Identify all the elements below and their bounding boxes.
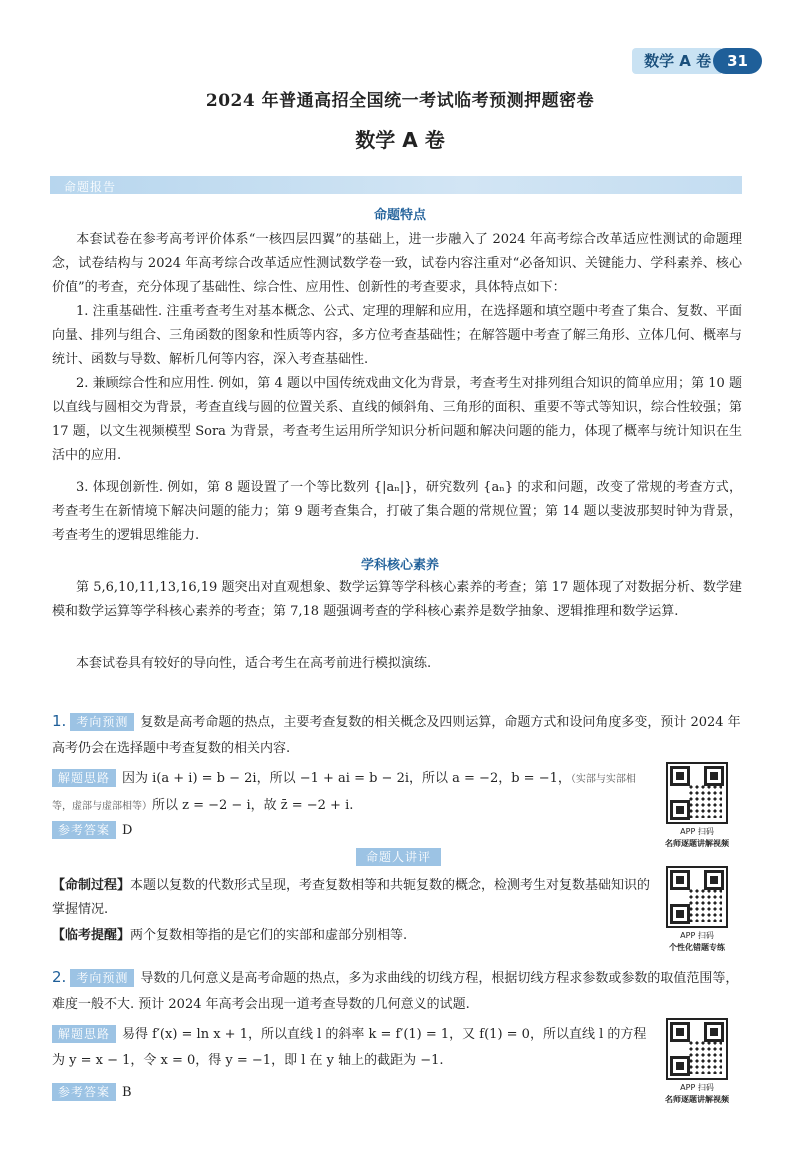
tip-label: 【临考提醒】: [52, 928, 131, 943]
question-2: [52, 964, 742, 1018]
q2-number: 2.: [52, 968, 67, 986]
teacher-qr-code[interactable]: [666, 866, 728, 928]
features-point-1: 1. 注重基础性. 注重考查考生对基本概念、公式、定理的理解和应用，在选择题和填空题中考查了集合、复数、平面向量、排列与组合、三角函数的图象和性质等内容，多方位考查基础性；在解答题中考查了解三角形、立体几何、概率与统计、函数与导数、解析几何等内容，深入考查基础性.: [52, 304, 742, 367]
q2-answer: [52, 1080, 742, 1106]
page-tab: [632, 48, 762, 74]
q1-number: 1.: [52, 712, 67, 730]
report-bar: [50, 176, 742, 194]
q2-predict-text: 导数的几何意义是高考命题的热点，多为求曲线的切线方程，根据切线方程求参数或参数的取值范围等，难度一般不大. 预计 2024 年高考会出现一道考查导数的几何意义的试题.: [52, 971, 739, 1012]
q2-predict: [52, 964, 742, 1018]
page-number: 31: [713, 48, 762, 74]
q2-answer-tag: 参考答案: [52, 1083, 116, 1101]
q1-answer: [52, 818, 742, 844]
features-intro: 本套试卷在参考高考评价体系“一核四层四翼”的基础上，进一步融入了 2024 年高考综合改革适应性测试的命题理念，试卷结构与 2024 年高考综合改革适应性测试数学卷一致，试卷内容注重对“必备知识、关键能力、学科素养、核心价值”的考查，充分体现了基础性、综合性、应用性、创新性的考查要求，具体特点如下：: [52, 232, 742, 295]
q1-qr-code[interactable]: [666, 762, 728, 824]
page-title: 2024 年普通高招全国统一考试临考预测押题密卷: [205, 91, 595, 111]
q2-qr-caption: APP 扫码 名师逐题讲解视频: [665, 1083, 729, 1104]
literacy-summary: 本套试卷具有较好的导向性，适合考生在高考前进行模拟演练.: [76, 656, 432, 671]
q1-predict-tag: 考向预测: [70, 713, 134, 731]
q2-solution-tag: 解题思路: [52, 1025, 116, 1043]
q2-solution-text: 易得 f′(x) = ln x + 1，所以直线 l 的斜率 k = f′(1) = 1，又 f(1) = 0，所以直线 l 的方程为 y = x − 1，令 x = 0，得 y = −1，即 l 在 y 轴上的截距为 −1.: [52, 1027, 647, 1068]
q2-solution: [52, 1022, 650, 1074]
q1-solution-text-a: 因为 i(a + i) = b − 2i，所以 −1 + ai = b − 2i，所以 a = −2，b = −1，: [122, 771, 571, 786]
q1-solution-note: （实部与实部相等，虚部与虚部相等）: [52, 774, 636, 812]
literacy-heading: 学科核心素养: [360, 558, 439, 573]
process-label: 【命制过程】: [52, 878, 131, 893]
subject-label: 数学 A 卷: [632, 48, 721, 74]
features-heading: 命题特点: [373, 208, 426, 223]
features-point-3: 3. 体现创新性. 例如，第 8 题设置了一个等比数列 {|aₙ|}，研究数列 {aₙ} 的求和问题，改变了常规的考查方式，考查考生在新情境下解决问题的能力；第 9 题考查集合，打破了集合题的常规位置；第 14 题以斐波那契时钟为背景，考查考生的逻辑思维能力.: [52, 480, 742, 543]
q1-predict: [52, 708, 742, 762]
q1-qr-caption: APP 扫码 名师逐题讲解视频: [665, 827, 729, 848]
report-label: 命题报告: [64, 180, 117, 194]
teacher-qr-caption: APP 扫码 个性化错题专练: [669, 931, 725, 952]
teacher-comment-bar: 命题人讲评: [356, 848, 441, 866]
q2-predict-tag: 考向预测: [70, 969, 134, 987]
page-subtitle: 数学 A 卷: [355, 128, 445, 152]
q2-qr-code[interactable]: [666, 1018, 728, 1080]
features-point-2: 2. 兼顾综合性和应用性. 例如，第 4 题以中国传统戏曲文化为背景，考查考生对排列组合知识的简单应用；第 10 题以直线与圆相交为背景，考查直线与圆的位置关系、直线的倾斜角、三角形的面积、重要不等式等知识，综合性较强；第 17 题，以文生视频模型 Sora 为背景，考查考生运用所学知识分析问题和解决问题的能力，体现了概率与统计知识在生活中的应用.: [52, 376, 742, 463]
q1-answer-value: D: [122, 823, 133, 838]
q2-answer-value: B: [122, 1085, 132, 1100]
literacy-paragraph: 第 5,6,10,11,13,16,19 题突出对直观想象、数学运算等学科核心素养的考查；第 17 题体现了对数据分析、数学建模和数学运算等学科核心素养的考查；第 7,18 题强调考查的学科核心素养是数学抽象、逻辑推理和数学运算.: [52, 580, 742, 619]
question-1: [52, 708, 742, 762]
process-text: 本题以复数的代数形式呈现，考查复数相等和共轭复数的概念，检测考生对复数基础知识的掌握情况.: [52, 878, 651, 917]
q1-solution: [52, 766, 650, 820]
q1-answer-tag: 参考答案: [52, 821, 116, 839]
q1-solution-text-b: 所以 z = −2 − i，故 z̄ = −2 + i.: [152, 798, 354, 813]
q1-solution-tag: 解题思路: [52, 769, 116, 787]
teacher-process: [52, 874, 652, 922]
q1-predict-text: 复数是高考命题的热点，主要考查复数的相关概念及四则运算，命题方式和设问角度多变，预计 2024 年高考仍会在选择题中考查复数的相关内容.: [52, 715, 741, 756]
tip-text: 两个复数相等指的是它们的实部和虚部分别相等.: [130, 928, 408, 943]
teacher-tip: [52, 924, 652, 948]
